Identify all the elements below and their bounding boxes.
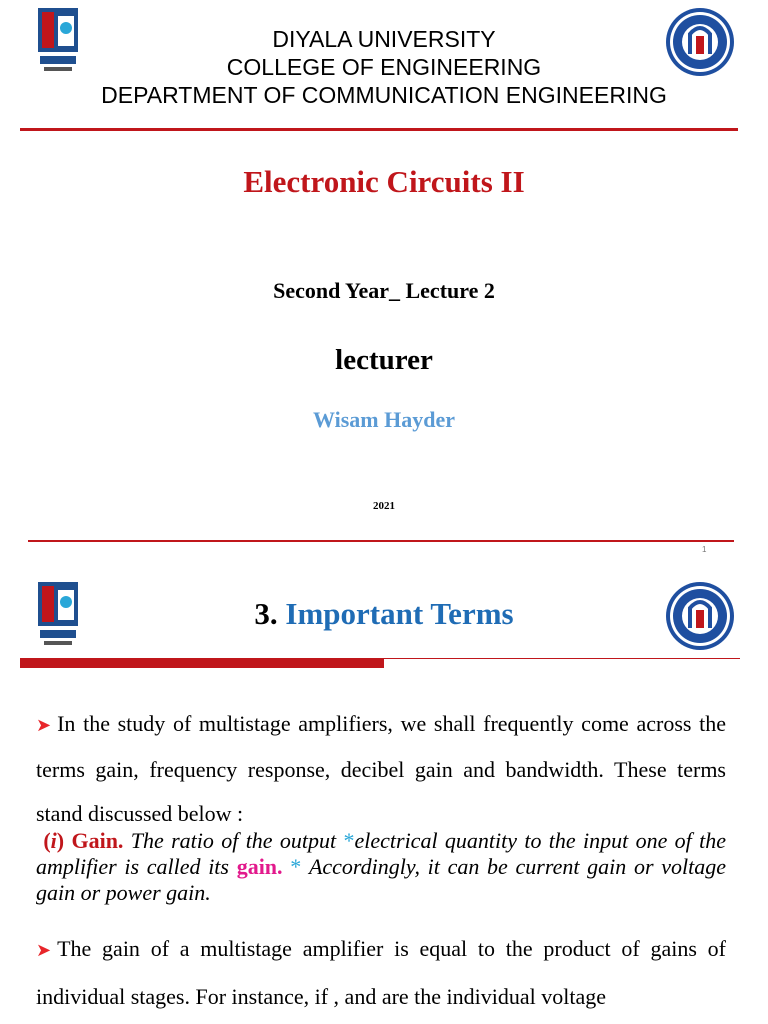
- course-title: Electronic Circuits II: [243, 164, 525, 199]
- gain-def-star2: *: [282, 854, 309, 879]
- header-divider: [20, 128, 738, 131]
- section-number: 3.: [254, 596, 278, 631]
- content-slide: [0, 562, 768, 1024]
- department-name: DEPARTMENT OF COMMUNICATION ENGINEERING: [101, 82, 667, 108]
- arrowhead-bullet-icon: ➤: [36, 715, 52, 736]
- section-title: [0, 596, 768, 632]
- year: 2021: [373, 500, 395, 512]
- multistage-gain-paragraph: [36, 926, 726, 1020]
- title-underline: [384, 658, 740, 659]
- title-accent-bar: [20, 658, 384, 668]
- footer-divider: [28, 540, 734, 542]
- intro-text: In the study of multistage amplifiers, we shall frequently come across the terms gain, frequency response, decibel gain and bandwidth. These terms stand discussed below :: [36, 711, 726, 826]
- gain-def-star1: *: [343, 828, 355, 853]
- lecturer-name: Wisam Hayder: [313, 407, 455, 432]
- arrowhead-bullet-icon: ➤: [36, 940, 52, 961]
- gain-label: ) Gain.: [56, 828, 124, 853]
- page-number: 1: [702, 545, 707, 554]
- section-title-text: Important Terms: [285, 596, 514, 631]
- gain-word: gain.: [236, 854, 283, 879]
- gain-def-text3: Accordingly, it can be current gain or voltage gain or power gain.: [36, 854, 726, 905]
- gain-def-text1: The ratio of the output: [123, 828, 344, 853]
- intro-paragraph: [36, 702, 726, 836]
- multistage-gain-text: The gain of a multistage amplifier is equal to the product of gains of individual stages. For instance, if , and are the individual voltage: [36, 936, 726, 1009]
- lecturer-label: lecturer: [335, 344, 433, 376]
- university-name: DIYALA UNIVERSITY: [272, 26, 496, 52]
- gain-def-text2: electrical quantity to the input one of the amplifier is called its: [36, 828, 727, 879]
- gain-definition: [36, 828, 726, 906]
- lecture-subtitle: Second Year_ Lecture 2: [273, 278, 495, 303]
- gain-label-open: (: [43, 828, 51, 853]
- gain-label-index: i: [50, 828, 57, 853]
- college-name: COLLEGE OF ENGINEERING: [226, 54, 542, 80]
